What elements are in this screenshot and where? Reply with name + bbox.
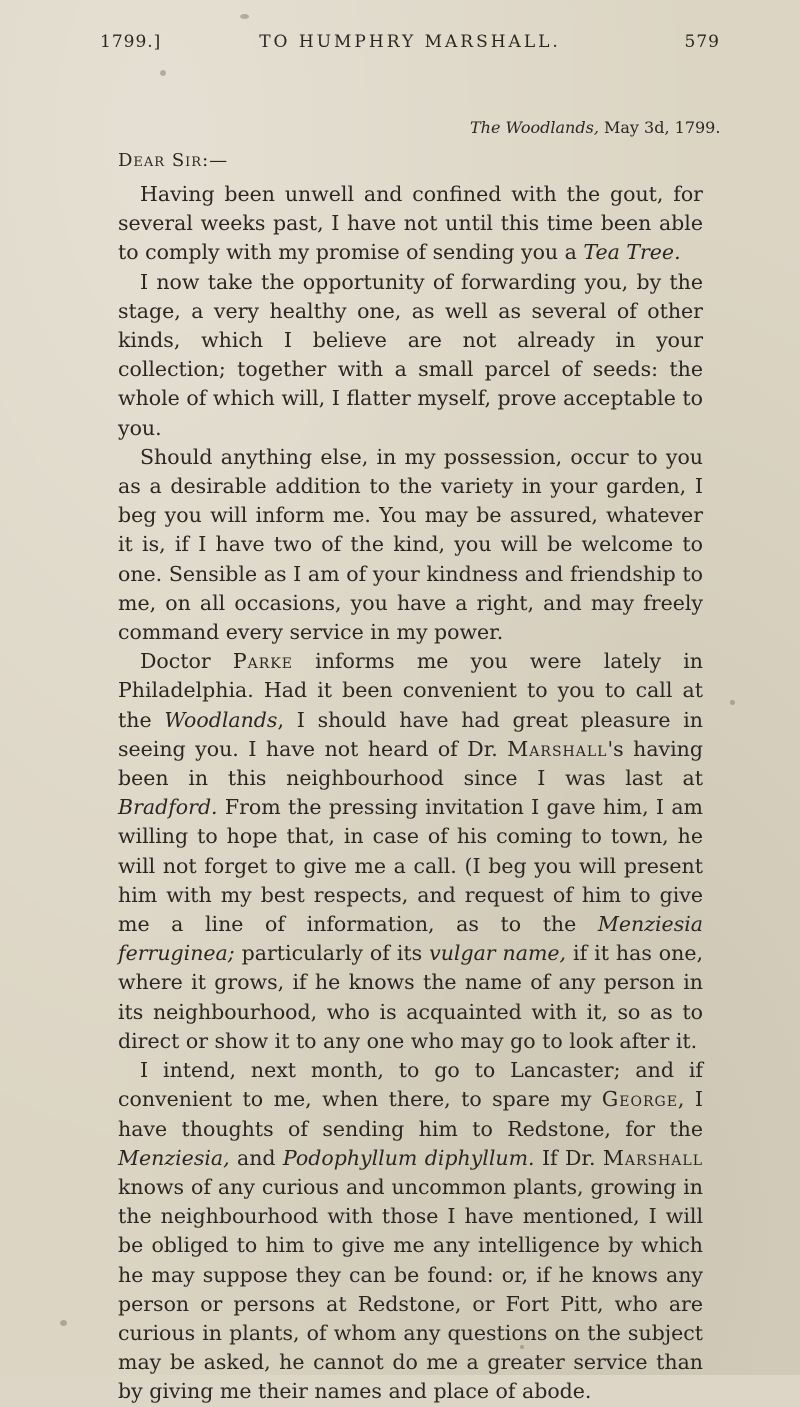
paragraph-2-text: I now take the opportunity of forwarding you, by the stage, a very healthy one, as well as several of other kinds, which I believe are not already in your collection; together with a small parcel of seeds: the whole of which will, I flatter myself, prove acceptable to you. — [118, 269, 703, 440]
running-head — [100, 32, 720, 56]
paragraph-5-part: and — [229, 1145, 283, 1170]
name-marshall: Marshall — [507, 736, 608, 761]
paragraph-5-part: If Dr. — [534, 1145, 603, 1170]
letter-dateline — [470, 118, 720, 137]
plant-menziesia-ferruginea: Menziesia ferruginea; — [118, 912, 703, 966]
paper-foxing-spot — [160, 70, 166, 76]
paragraph-4-part: , I should have had great pleasure in seeing you. I have not heard of Dr. — [118, 707, 704, 761]
paragraph-2 — [118, 268, 703, 443]
name-parke: Parke — [232, 649, 293, 674]
paper-foxing-spot — [240, 14, 249, 19]
paragraph-5 — [118, 1056, 703, 1406]
paragraph-4-part: From the pressing invitation I gave him, I am willing to hope that, in case of his coming to town, he will not forget to give me a call. (I beg you will present him with my best respects, and request of him to give me a line of information, as to the — [118, 795, 703, 937]
paragraph-5-part: knows of any curious and uncommon plants, growing in the neighbourhood with those I have mentioned, I will be obliged to him to give me any intelligence by which he may suppose they can be found: or, if he knows any person or persons at Redstone, or Fort Pitt, who are curious in plants, of whom any questions on the subject may be asked, he cannot do me a greater service than by giving me their names and place of abode. — [118, 1174, 703, 1404]
paragraph-4-part: 's having been in this neighbourhood since I was last at — [118, 736, 704, 791]
paragraph-1-text: Having been unwell and confined with the gout, for several weeks past, I have not until this time been able to comply with my promise of sending you a — [118, 182, 703, 265]
paragraph-5-part: I intend, next month, to go to Lancaster; and if convenient to me, when there, to spare my — [118, 1058, 703, 1112]
plant-menziesia: Menziesia, — [118, 1145, 230, 1170]
dateline-date: May 3d, 1799. — [604, 118, 721, 137]
letter-salutation: Dear Sir:— — [118, 150, 229, 171]
paragraph-1 — [118, 180, 703, 268]
place-woodlands: Woodlands — [164, 707, 278, 732]
name-george: George — [601, 1087, 678, 1112]
paragraph-4 — [118, 647, 703, 1056]
paragraph-5-part: , I have thoughts of sending him to Redstone, for the — [118, 1087, 703, 1141]
paragraph-4-part: Doctor — [140, 649, 233, 674]
paper-foxing-spot — [60, 1320, 67, 1326]
paragraph-4-part: informs me you were lately in Philadelphia. Had it been convenient to you to call at the — [118, 649, 703, 732]
paper-foxing-spot — [730, 700, 735, 705]
name-marshall: Marshall — [602, 1145, 703, 1170]
page-number: 579 — [684, 32, 720, 52]
running-head-year: 1799.] — [100, 32, 162, 52]
place-bradford: Bradford. — [118, 795, 218, 820]
paragraph-3-text: Should anything else, in my possession, occur to you as a desirable addition to the variety in your garden, I beg you will inform me. You may be assured, whatever it is, if I have two of the kind, you will be welcome to one. Sensible as I am of your kindness and friendship to me, on all occasions, you have a right, and may freely command every service in my power. — [118, 444, 703, 645]
vulgar-name-term: vulgar name, — [429, 941, 567, 966]
paragraph-4-part: particularly of its — [234, 941, 430, 966]
paragraph-4-part: if it has one, where it grows, if he knows the name of any person in its neighbourhood, who is acquainted with it, so as to direct or show it to any one who may go to look after it. — [118, 941, 703, 1053]
running-head-title: TO HUMPHRY MARSHALL. — [259, 32, 561, 52]
dateline-place: The Woodlands, — [470, 118, 599, 137]
paragraph-3 — [118, 443, 703, 647]
letter-body — [118, 180, 703, 1407]
tea-tree-term: Tea Tree. — [583, 240, 681, 265]
plant-podophyllum-diphyllum: Podophyllum diphyllum. — [282, 1145, 535, 1170]
